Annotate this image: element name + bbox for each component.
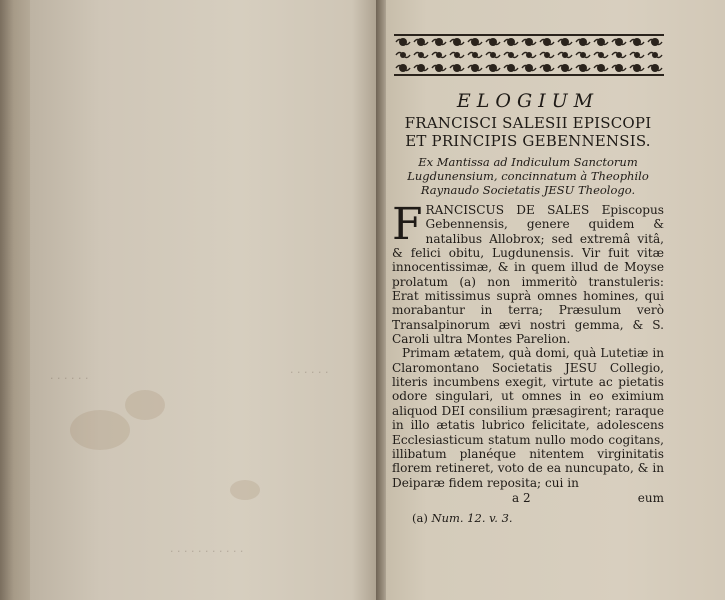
footnote-reference: Num. 12. v. 3. [431, 511, 513, 526]
left-page-blank: · · · · · · · · · · · · · · · · · · · · · · · [30, 0, 380, 600]
book-edge [0, 0, 34, 600]
elogium-title: ELOGIUM [456, 90, 600, 112]
paragraph-1 [392, 199, 664, 347]
paragraph-1-text: RANCISCUS DE SALES Episcopus Gebennensis, genere quidem & natalibus Allobrox; sed extremâ vitâ, & felici obitu, Lugdunensis. Vir fuit vitæ innocentissimæ, & in quem illud de Moyse prolatum (a) non immeritò transtuleris: Erat mitissimus suprà omnes homines, qui morabantur in terra; Præsulum verò Transalpinorum ævi nostri gemma, & S. Caroli ultra Montes Parelion. [392, 203, 664, 347]
footnote [412, 511, 664, 525]
signature-line [392, 491, 664, 505]
paragraph-2: Primam ætatem, quà domi, quà Lutetiæ in Claromontano Societatis JESU Collegio, literis incumbens exegit, virtute ac pietatis odore singulari, ut omnes in eo eximium aliquod DEI consilium præsagirent; raraque in illo ætatis lubrico felicitate, adolescens Ecclesiasticum statum nullo modo cogitans, illibatum planéque nitentem virginitatis florem retineret, voto de ea nuncupato, & in Deiparæ fidem reposita; cui in [392, 346, 664, 490]
catchword: eum [637, 490, 664, 505]
footnote-marker: (a) [412, 511, 428, 526]
printer-ornament-headpiece [394, 34, 664, 76]
page-text-block [392, 90, 664, 526]
subtitle: FRANCISCI SALESII EPISCOPI ET PRINCIPIS GEBENNENSIS. [404, 114, 652, 150]
source-note: Ex Mantissa ad Indiculum Sanctorum Lugdunensium, concinnatum à Theophilo Raynaudo Societatis JESU Theologo. [407, 155, 649, 197]
signature-mark: a 2 [512, 490, 531, 505]
body-text [392, 199, 664, 526]
drop-cap: F [392, 199, 423, 250]
